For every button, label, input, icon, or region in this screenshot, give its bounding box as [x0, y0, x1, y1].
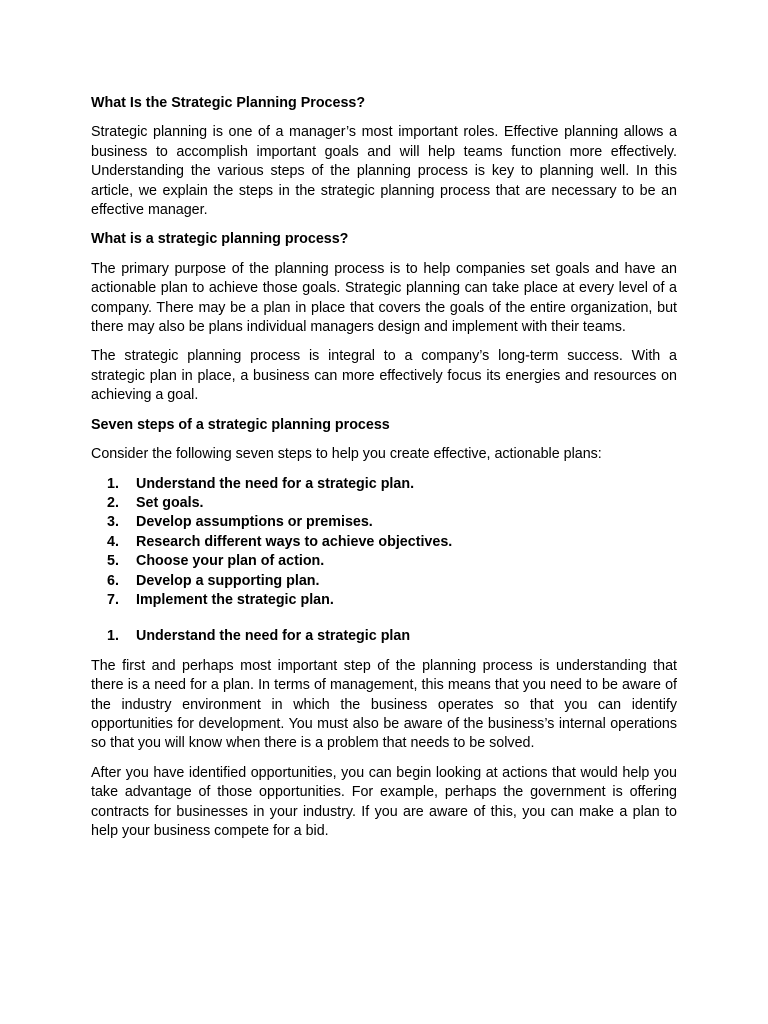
- list-item-text: Develop a supporting plan.: [136, 572, 320, 589]
- section1-paragraph-2: The strategic planning process is integral to a company’s long-term success. With a strategic plan in place, a business can more effectively focus its energies and resources on achieving a goal.: [91, 348, 677, 404]
- section-heading-seven-steps: Seven steps of a strategic planning process: [91, 416, 390, 433]
- list-item: [91, 591, 677, 610]
- steps-list: [91, 475, 677, 611]
- section-heading-what-is: What is a strategic planning process?: [91, 231, 349, 248]
- subsection-title: Understand the need for a strategic plan: [136, 628, 411, 645]
- document-page: [91, 94, 677, 841]
- list-item-text: Understand the need for a strategic plan.: [136, 475, 415, 492]
- list-item-text: Implement the strategic plan.: [136, 591, 334, 608]
- section3-paragraph-2: After you have identified opportunities, you can begin looking at actions that would help you take advantage of those opportunities. For example, perhaps the government is offering contracts for businesses in your industry. If you are aware of this, you can make a plan to help your business compete for a bid.: [91, 764, 677, 839]
- list-item-number: 4.: [107, 533, 119, 550]
- section1-paragraph-1: The primary purpose of the planning process is to help companies set goals and have an actionable plan to achieve those goals. Strategic planning can take place at every level of a company. There may be a plan in place that covers the goals of the entire organization, but there may also be plans individual managers design and implement with their teams.: [91, 260, 677, 336]
- list-item-number: 5.: [107, 553, 119, 570]
- list-item: [91, 533, 677, 552]
- section3-paragraph-1: The first and perhaps most important step of the planning process is understanding that there is a need for a plan. In terms of management, this means that you need to be aware of the industry environment in which the business operates so that you can identify opportunities for development. You must also be aware of the business’s internal operations so that you will know when there is a problem that needs to be solved.: [91, 657, 677, 752]
- subsection-number: 1.: [107, 628, 119, 645]
- list-item: [91, 552, 677, 571]
- list-item-text: Choose your plan of action.: [136, 553, 325, 570]
- list-item-number: 3.: [107, 514, 119, 531]
- list-item-text: Develop assumptions or premises.: [136, 514, 373, 531]
- list-item-text: Research different ways to achieve objectives.: [136, 533, 453, 550]
- list-item: [91, 572, 677, 591]
- list-item-number: 7.: [107, 591, 119, 608]
- section2-intro: Consider the following seven steps to help you create effective, actionable plans:: [91, 446, 602, 463]
- list-item: [91, 513, 677, 532]
- list-item: [91, 475, 677, 494]
- list-item-number: 1.: [107, 475, 119, 492]
- list-item-number: 2.: [107, 494, 119, 511]
- list-item-number: 6.: [107, 572, 119, 589]
- list-item-text: Set goals.: [136, 494, 204, 511]
- document-title: What Is the Strategic Planning Process?: [91, 95, 366, 111]
- list-item: [91, 494, 677, 513]
- subsection-heading-step-1: [91, 627, 677, 646]
- intro-paragraph: Strategic planning is one of a manager’s most important roles. Effective planning allows a business to accomplish important goals and will help teams function more effectively. Understanding the various steps of the planning process is key to planning well. In this article, we explain the steps in the strategic planning process that are necessary to be an effective manager.: [91, 124, 677, 219]
